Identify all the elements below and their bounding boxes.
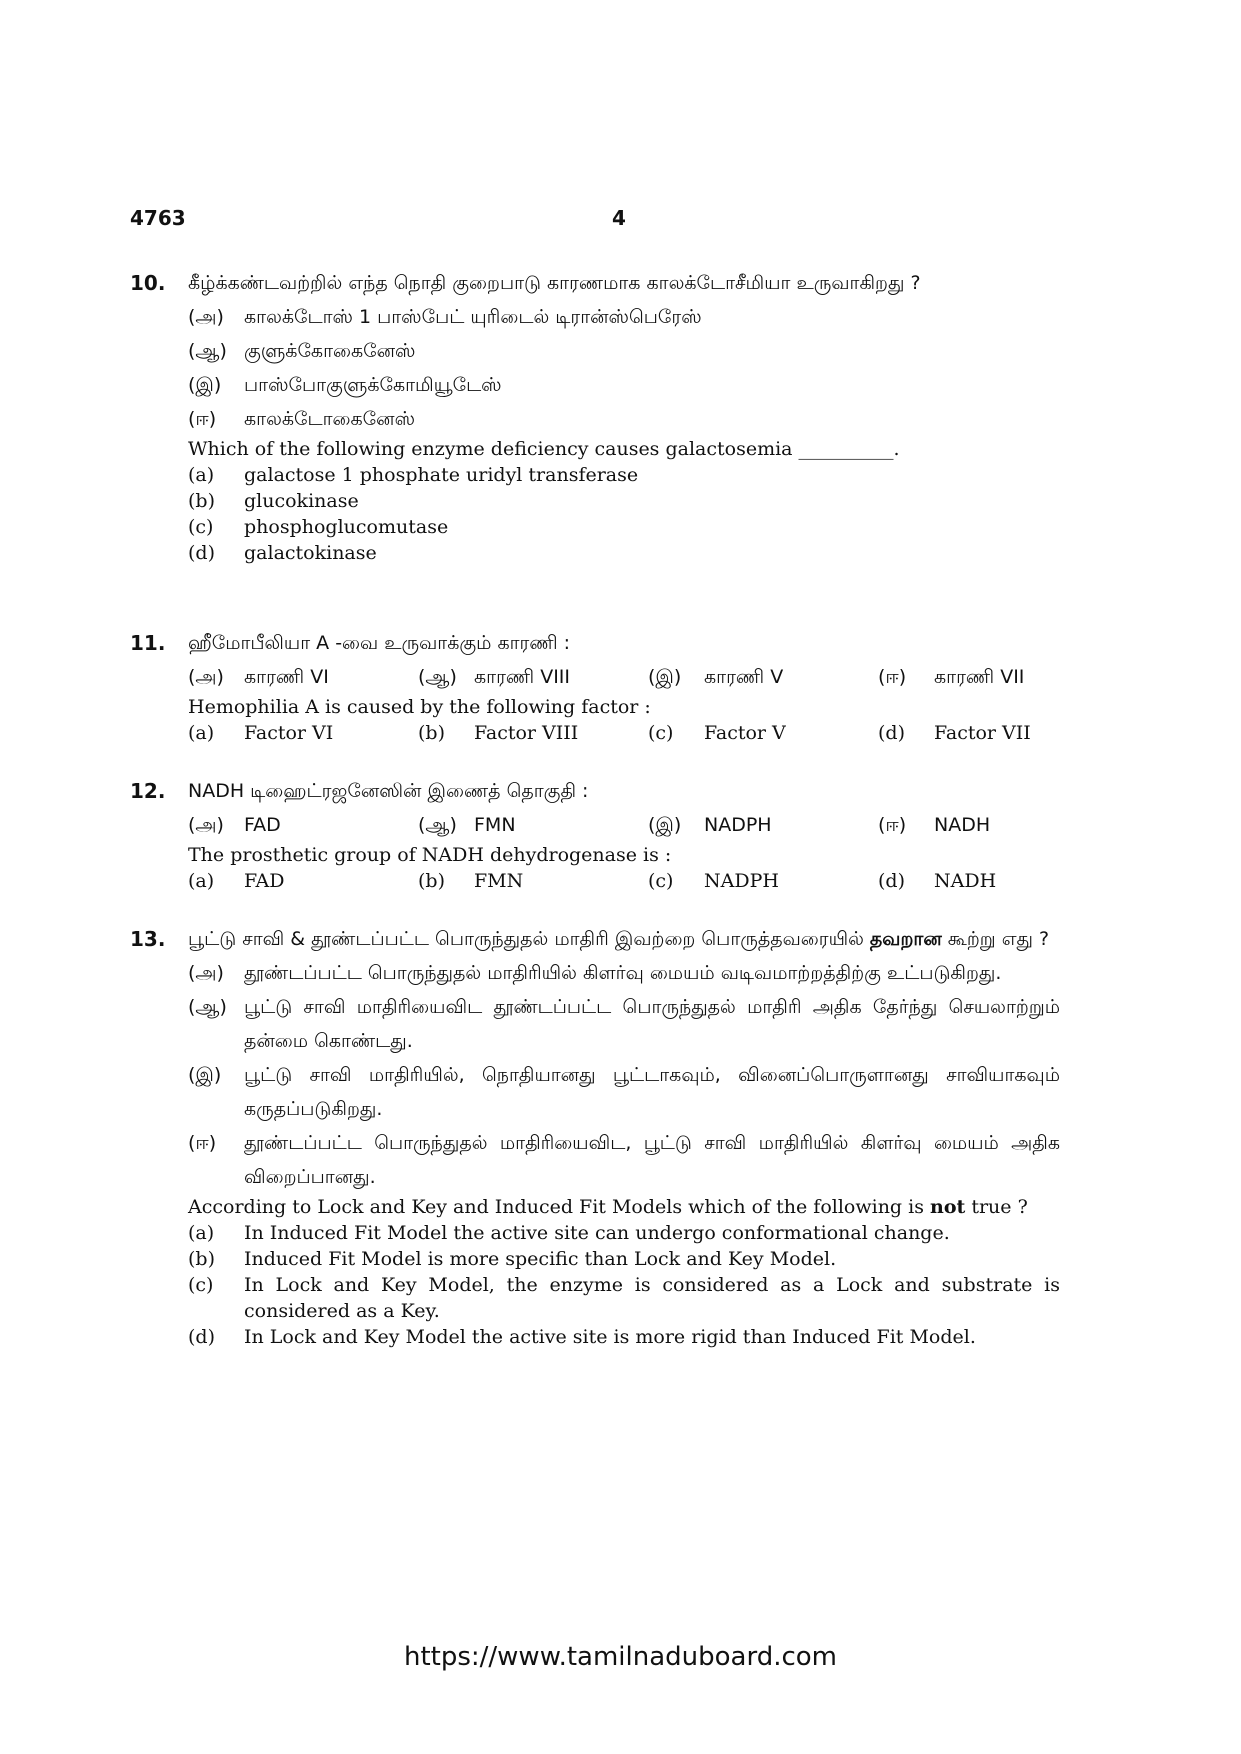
option-english-c: (c) phosphoglucomutase <box>188 516 449 538</box>
options-tamil <box>188 808 1060 842</box>
option-tamil-d: (ஈ) காலக்டோகைனேஸ் <box>188 408 415 430</box>
option-tamil-b: (ஆ) FMN <box>418 814 516 836</box>
question-stem-english: Which of the following enzyme deficiency causes galactosemia __________. <box>188 438 900 460</box>
option-tamil-b: (ஆ) காரணி VIII <box>418 666 571 688</box>
question-stem-english: Hemophilia A is caused by the following factor : <box>188 696 651 718</box>
option-english-b: (b) glucokinase <box>188 490 359 512</box>
option-english-b: (b) Factor VIII <box>418 722 579 744</box>
option-english-d: (d) NADH <box>878 870 997 892</box>
emphasis-english: not <box>930 1196 966 1218</box>
footer-url[interactable]: https://www.tamilnaduboard.com <box>403 1642 838 1672</box>
question-stem-tamil: ஹீமோபீலியா A -வை உருவாக்கும் காரணி : <box>188 632 571 654</box>
emphasis-tamil: தவறான <box>869 928 942 950</box>
option-tamil-b: (ஆ) பூட்டு சாவி மாதிரியைவிட தூண்டப்பட்ட பொருந்துதல் மாதிரி அதிக தேர்ந்து செயலாற்றும் தன்மை கொண்டது. <box>188 996 1060 1052</box>
option-tamil-a: (அ) FAD <box>188 814 281 836</box>
option-tamil-d: (ஈ) தூண்டப்பட்ட பொருந்துதல் மாதிரியைவிட, பூட்டு சாவி மாதிரியில் கிளர்வு மையம் அதிக விறைப்பானது. <box>188 1132 1060 1188</box>
question-number: 12. <box>130 779 166 803</box>
question-stem-tamil: கீழ்க்கண்டவற்றில் எந்த நொதி குறைபாடு காரணமாக காலக்டோசீமியா உருவாகிறது ? <box>188 272 921 294</box>
option-english-b: (b) Induced Fit Model is more specific than Lock and Key Model. <box>188 1248 837 1270</box>
option-tamil-c: (இ) பூட்டு சாவி மாதிரியில், நொதியானது பூட்டாகவும், வினைப்பொருளானது சாவியாகவும் கருதப்படுகிறது. <box>188 1064 1060 1120</box>
option-english-c: (c) Factor V <box>648 722 786 744</box>
option-english-a: (a) Factor VI <box>188 722 334 744</box>
option-tamil-d: (ஈ) NADH <box>878 814 991 836</box>
option-tamil-a: (அ) தூண்டப்பட்ட பொருந்துதல் மாதிரியில் கிளர்வு மையம் வடிவமாற்றத்திற்கு உட்படுகிறது. <box>188 962 1002 984</box>
question-number: 13. <box>130 927 166 951</box>
option-english-a: (a) galactose 1 phosphate uridyl transferase <box>188 464 639 486</box>
option-english-b: (b) FMN <box>418 870 524 892</box>
question-10 <box>130 266 1060 566</box>
option-tamil-c: (இ) பாஸ்போகுளுக்கோமியூடேஸ் <box>188 374 502 396</box>
options-english <box>188 868 1060 894</box>
question-stem-tamil: NADH டிஹைட்ரஜனேஸின் இணைத் தொகுதி : <box>188 780 589 802</box>
option-english-d: (d) Factor VII <box>878 722 1031 744</box>
option-tamil-a: (அ) காலக்டோஸ் 1 பாஸ்பேட் யுரிடைல் டிரான்ஸ்பெரேஸ் <box>188 306 702 328</box>
question-13 <box>130 922 1060 1350</box>
question-number: 10. <box>130 271 166 295</box>
question-12 <box>130 774 1060 894</box>
option-english-c: (c) In Lock and Key Model, the enzyme is considered as a Lock and substrate is considered as a Key. <box>188 1274 1060 1322</box>
paper-code: 4763 <box>130 206 186 230</box>
question-11 <box>130 626 1060 746</box>
option-tamil-c: (இ) காரணி V <box>648 666 784 688</box>
option-english-c: (c) NADPH <box>648 870 779 892</box>
option-tamil-c: (இ) NADPH <box>648 814 772 836</box>
option-tamil-b: (ஆ) குளுக்கோகைனேஸ் <box>188 340 416 362</box>
options-english <box>188 720 1060 746</box>
page-number: 4 <box>612 206 626 230</box>
option-tamil-d: (ஈ) காரணி VII <box>878 666 1025 688</box>
option-english-a: (a) FAD <box>188 870 285 892</box>
question-number: 11. <box>130 631 166 655</box>
question-stem-tamil: பூட்டு சாவி & தூண்டப்பட்ட பொருந்துதல் மாதிரி இவற்றை பொருத்தவரையில் தவறான கூற்று எது ? <box>188 928 1050 950</box>
options-tamil <box>188 660 1060 694</box>
option-english-a: (a) In Induced Fit Model the active site can undergo conformational change. <box>188 1222 950 1244</box>
option-english-d: (d) galactokinase <box>188 542 377 564</box>
option-english-d: (d) In Lock and Key Model the active site is more rigid than Induced Fit Model. <box>188 1326 976 1348</box>
option-tamil-a: (அ) காரணி VI <box>188 666 329 688</box>
question-stem-english: The prosthetic group of NADH dehydrogenase is : <box>188 844 672 866</box>
question-stem-english: According to Lock and Key and Induced Fit Models which of the following is not true ? <box>188 1196 1028 1218</box>
